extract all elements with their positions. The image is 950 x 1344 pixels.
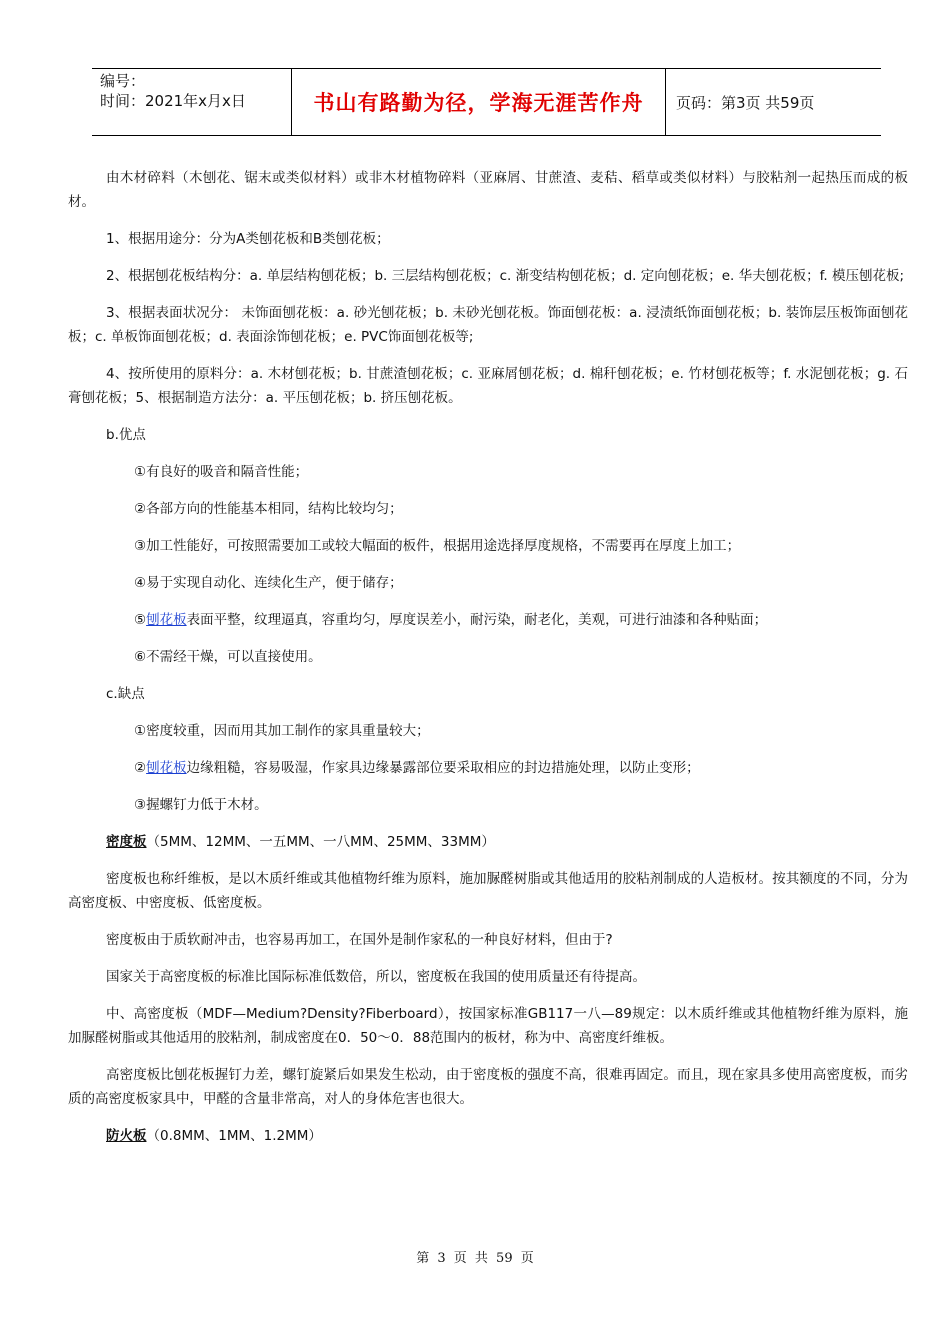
advantage-item: ①有良好的吸音和隔音性能； bbox=[134, 464, 309, 480]
classification-by-structure: 2、根据刨花板结构分：a. 单层结构刨花板；b. 三层结构刨花板；c. 渐变结构刨花板；d. 定向刨花板；e. 华夫刨花板；f. 模压刨花板; bbox=[106, 268, 905, 284]
disadvantage-item bbox=[68, 756, 908, 780]
item-prefix: ② bbox=[134, 760, 147, 776]
time-label: 时间：2021年x月x日 bbox=[100, 92, 246, 110]
disadvantage-item: ①密度较重，因而用其加工制作的家具重量较大； bbox=[134, 723, 430, 739]
disadvantages-heading: c.缺点 bbox=[106, 686, 145, 702]
mdf-paragraph: 国家关于高密度板的标准比国际标准低数倍，所以，密度板在我国的使用质量还有待提高。 bbox=[106, 969, 646, 985]
mdf-paragraph: 密度板由于质软耐冲击，也容易再加工，在国外是制作家私的一种良好材料，但由于? bbox=[106, 932, 613, 948]
advantage-item: ④易于实现自动化、连续化生产，便于储存； bbox=[134, 575, 403, 591]
motto-text: 书山有路勤为径，学海无涯苦作舟 bbox=[313, 91, 644, 115]
document-body bbox=[68, 166, 908, 1161]
mdf-spec: （5MM、12MM、一五MM、一八MM、25MM、33MM） bbox=[146, 834, 495, 850]
page-label: 页码：第3页 共59页 bbox=[676, 93, 815, 112]
item-prefix: ⑤ bbox=[134, 612, 147, 628]
classification-by-material: 4、按所使用的原料分：a. 木材刨花板；b. 甘蔗渣刨花板；c. 亚麻屑刨花板；d. 棉秆刨花板；e. 竹材刨花板等；f. 水泥刨花板；g. 石膏刨花板；5、根据制造方法分：a. 平压刨花板；b. 挤压刨花板。 bbox=[68, 366, 908, 406]
fireboard-term: 防火板 bbox=[106, 1128, 147, 1144]
mdf-term: 密度板 bbox=[106, 834, 147, 850]
header-page-cell bbox=[666, 69, 881, 135]
item-text: 边缘粗糙，容易吸湿，作家具边缘暴露部位要采取相应的封边措施处理，以防止变形； bbox=[186, 760, 700, 776]
header-info-cell bbox=[92, 69, 292, 135]
intro-paragraph: 由木材碎料（木刨花、锯末或类似材料）或非木材植物碎料（亚麻屑、甘蔗渣、麦秸、稻草或类似材料）与胶粘剂一起热压而成的板材。 bbox=[68, 170, 908, 210]
advantage-item bbox=[68, 608, 908, 632]
classification-by-use: 1、根据用途分：分为A类刨花板和B类刨花板； bbox=[106, 231, 390, 247]
advantage-item: ③加工性能好，可按照需要加工或较大幅面的板件，根据用途选择厚度规格，不需要再在厚度上加工； bbox=[134, 538, 741, 554]
mdf-paragraph: 密度板也称纤维板，是以木质纤维或其他植物纤维为原料，施加脲醛树脂或其他适用的胶粘剂制成的人造板材。按其额度的不同，分为高密度板、中密度板、低密度板。 bbox=[68, 871, 908, 911]
classification-by-surface: 3、根据表面状况分： 未饰面刨花板：a. 砂光刨花板；b. 未砂光刨花板。饰面刨花板：a. 浸渍纸饰面刨花板；b. 装饰层压板饰面刨花板；c. 单板饰面刨花板；d. 表面涂饰刨花板；e. PVC饰面刨花板等; bbox=[68, 305, 908, 345]
fireboard-heading bbox=[68, 1124, 908, 1148]
page-footer: 第 3 页 共 59 页 bbox=[416, 1251, 534, 1266]
advantages-heading: b.优点 bbox=[106, 427, 146, 443]
mdf-paragraph: 中、高密度板（MDF—Medium?Density?Fiberboard），按国家标准GB117一八—89规定：以木质纤维或其他植物纤维为原料，施加脲醛树脂或其他适用的胶粘剂，制成密度在0．50～0．88范围内的板材，称为中、高密度纤维板。 bbox=[68, 1006, 908, 1046]
item-text: 表面平整，纹理逼真，容重均匀，厚度误差小，耐污染，耐老化，美观，可进行油漆和各种贴面； bbox=[186, 612, 768, 628]
disadvantage-item: ③握螺钉力低于木材。 bbox=[134, 797, 268, 813]
code-label: 编号： bbox=[100, 72, 146, 90]
particleboard-link[interactable]: 刨花板 bbox=[146, 612, 187, 628]
advantage-item: ⑥不需经干燥，可以直接使用。 bbox=[134, 649, 322, 665]
page-header bbox=[92, 68, 881, 136]
advantage-item: ②各部方向的性能基本相同，结构比较均匀； bbox=[134, 501, 403, 517]
fireboard-spec: （0.8MM、1MM、1.2MM） bbox=[146, 1128, 322, 1144]
particleboard-link[interactable]: 刨花板 bbox=[146, 760, 187, 776]
mdf-paragraph: 高密度板比刨花板握钉力差，螺钉旋紧后如果发生松动，由于密度板的强度不高，很难再固定。而且，现在家具多使用高密度板，而劣质的高密度板家具中，甲醛的含量非常高，对人的身体危害也很大。 bbox=[68, 1067, 908, 1107]
mdf-heading bbox=[68, 830, 908, 854]
header-motto-cell bbox=[292, 69, 666, 135]
